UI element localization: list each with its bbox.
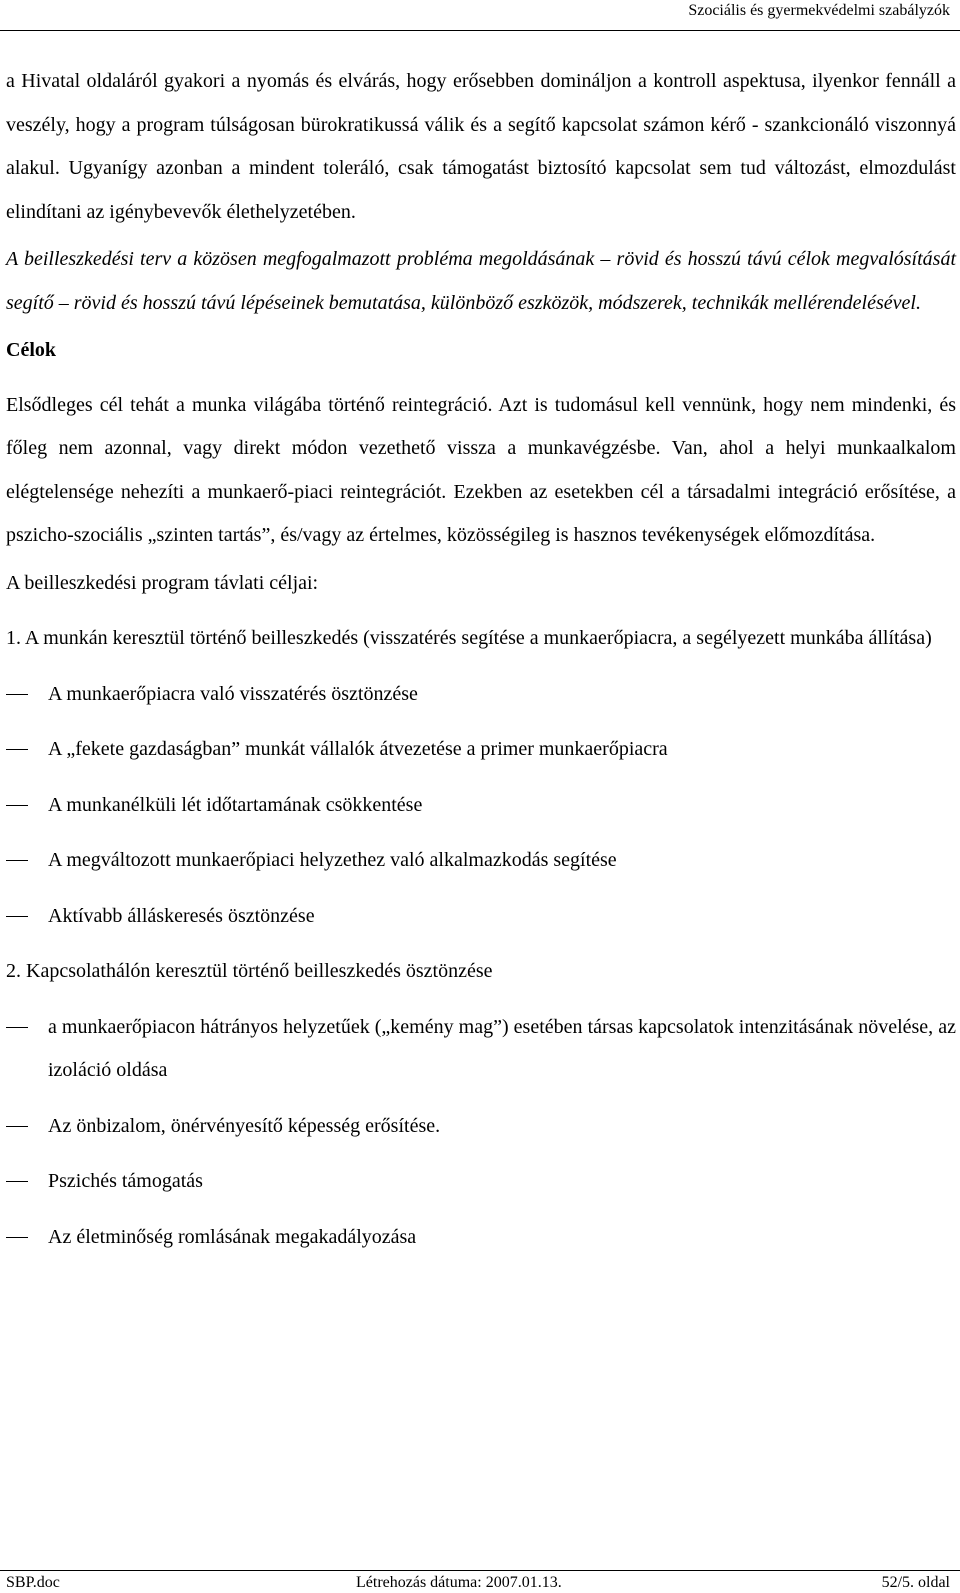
page-footer <box>0 1573 960 1593</box>
list-item: Aktívabb álláskeresés ösztönzése <box>6 895 956 939</box>
footer-filename: SBP.doc <box>6 1574 60 1591</box>
footer-created-date: Létrehozás dátuma: 2007.01.13. <box>356 1574 562 1591</box>
dash-icon <box>6 1027 28 1028</box>
footer-page-number: 52/5. oldal <box>881 1574 950 1591</box>
paragraph-hivatal: a Hivatal oldaláról gyakori a nyomás és elvárás, hogy erősebben domináljon a kontroll aspektusa, ilyenkor fennáll a veszély, hogy a program túlságosan bürokratikussá válik és a segítő kapcsolat számon kérő - szankcionáló viszonnyá alakul. Ugyanígy azonban a mindent toleráló, csak támogatást biztosító kapcsolat sem tud változást, elmozdulást elindítani az igénybevevők élethelyzetében. <box>6 70 956 223</box>
dash-icon <box>6 749 28 750</box>
list-item: A munkaerőpiacra való visszatérés ösztönzése <box>6 673 956 717</box>
header-divider <box>0 30 960 31</box>
list-item: A megváltozott munkaerőpiaci helyzethez való alkalmazkodás segítése <box>6 839 956 883</box>
section-heading-celok: Célok <box>6 339 56 361</box>
document-body <box>6 60 956 1271</box>
dash-icon <box>6 805 28 806</box>
dash-icon <box>6 916 28 917</box>
dash-icon <box>6 1237 28 1238</box>
list-item: A „fekete gazdaságban” munkát vállalók átvezetése a primer munkaerőpiacra <box>6 728 956 772</box>
paragraph-beilleszkedesi-terv: A beilleszkedési terv a közösen megfogalmazott probléma megoldásának – rövid és hosszú távú célok megvalósítását segítő – rövid és hosszú távú lépéseinek bemutatása, különböző eszközök, módszerek, technikák mellérendelésével. <box>6 248 956 314</box>
dash-icon <box>6 1126 28 1127</box>
dash-icon <box>6 694 28 695</box>
page-header: Szociális és gyermekvédelmi szabályzók <box>688 2 950 19</box>
dash-icon <box>6 1181 28 1182</box>
dash-icon <box>6 860 28 861</box>
goal-2-list <box>6 1006 956 1260</box>
list-item: Az életminőség romlásának megakadályozása <box>6 1216 956 1260</box>
list-item: Pszichés támogatás <box>6 1160 956 1204</box>
paragraph-elsodleges-cel: Elsődleges cél tehát a munka világába történő reintegráció. Azt is tudomásul kell vennünk, hogy nem mindenki, és főleg nem azonnal, vagy direkt módon vezethető vissza a munkavégzésbe. Van, ahol a helyi munkaalkalom elégtelensége nehezíti a munkaerő-piaci reintegrációt. Ezekben az esetekben cél a társadalmi integráció erősítése, a pszicho-szociális „szinten tartás”, és/vagy az értelmes, közösségileg is hasznos tevékenységek előmozdítása. <box>6 393 956 546</box>
list-item: A munkanélküli lét időtartamának csökkentése <box>6 784 956 828</box>
paragraph-goal-1: 1. A munkán keresztül történő beilleszkedés (visszatérés segítése a munkaerőpiacra, a segélyezett munkába állítása) <box>6 627 932 649</box>
paragraph-goal-2: 2. Kapcsolathálón keresztül történő beilleszkedés ösztönzése <box>6 960 493 982</box>
goal-1-list <box>6 673 956 939</box>
list-item: a munkaerőpiacon hátrányos helyzetűek („kemény mag”) esetében társas kapcsolatok intenzitásának növelése, az izoláció oldása <box>6 1006 956 1093</box>
list-item: Az önbizalom, önérvényesítő képesség erősítése. <box>6 1105 956 1149</box>
footer-divider <box>0 1570 960 1571</box>
paragraph-tavlati-celok: A beilleszkedési program távlati céljai: <box>6 571 319 594</box>
